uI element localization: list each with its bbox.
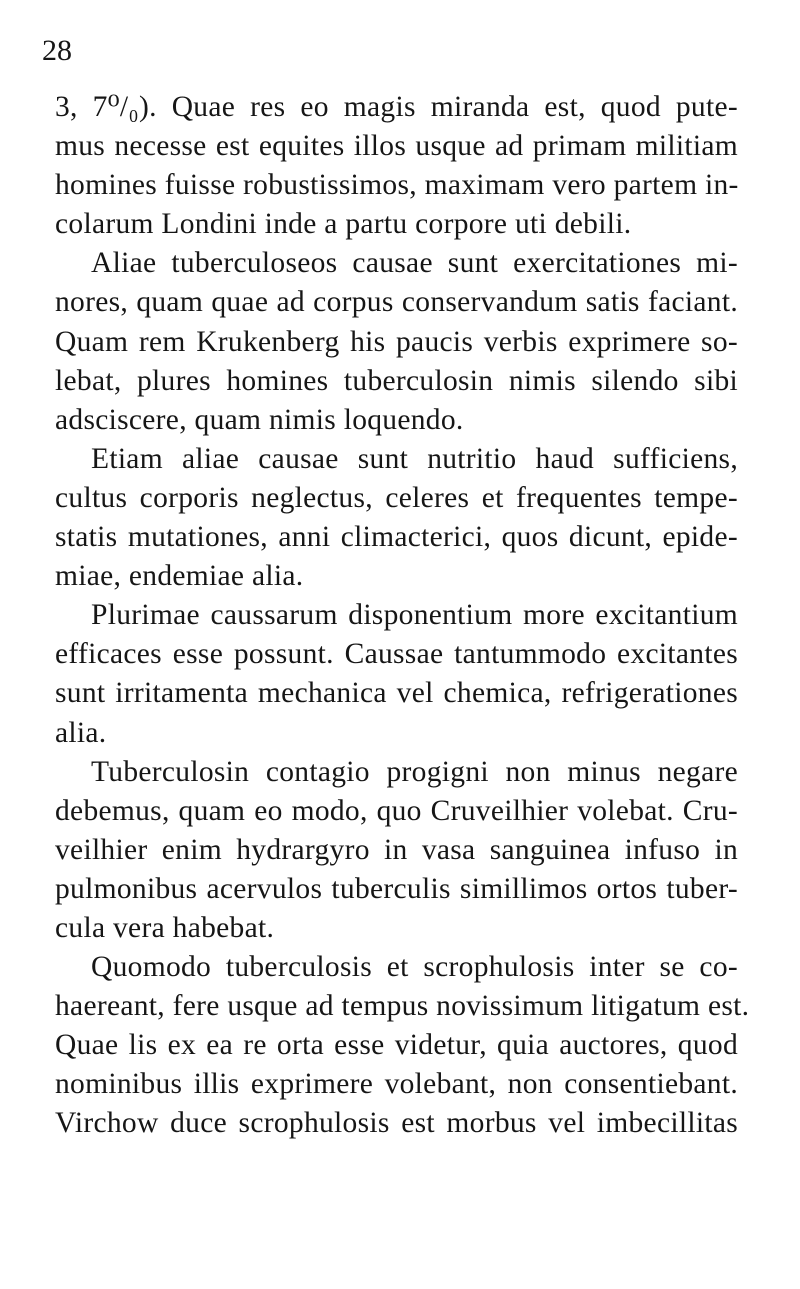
text-line: Quae lis ex ea re orta esse videtur, quia auctores, quod bbox=[55, 1029, 738, 1062]
text-line: Aliae tuberculoseos causae sunt exercitationes mi- bbox=[91, 247, 738, 280]
text-line: sunt irritamenta mechanica vel chemica, refrigerationes bbox=[55, 677, 738, 710]
text-line: haereant, fere usque ad tempus novissimum litigatum est. bbox=[55, 990, 750, 1023]
text-line: debemus, quam eo modo, quo Cruveilhier volebat. Cru- bbox=[55, 794, 738, 827]
body-text bbox=[55, 88, 750, 1144]
text-line: nominibus illis exprimere volebant, non consentiebant. bbox=[55, 1068, 738, 1101]
text-line: adsciscere, quam nimis loquendo. bbox=[55, 403, 464, 436]
text-line: colarum Londini inde a partu corpore uti debili. bbox=[55, 208, 632, 241]
text-line: cula vera habebat. bbox=[55, 911, 275, 944]
text-line: Quomodo tuberculosis et scrophulosis inter se co- bbox=[91, 951, 738, 984]
page-number: 28 bbox=[42, 34, 72, 67]
text-line: cultus corporis neglectus, celeres et frequentes tempe- bbox=[55, 481, 738, 514]
text-line: Plurimae caussarum disponentium more excitantium bbox=[91, 599, 738, 632]
text-line: Tuberculosin contagio progigni non minus negare bbox=[91, 755, 738, 788]
text-line: mus necesse est equites illos usque ad primam militiam bbox=[55, 130, 738, 163]
text-line: miae, endemiae alia. bbox=[55, 560, 304, 593]
text-line: efficaces esse possunt. Caussae tantummodo excitantes bbox=[55, 638, 738, 671]
text-line: nores, quam quae ad corpus conservandum satis faciant. bbox=[55, 286, 738, 319]
text-line: 3, 7⁰/₀). Quae res eo magis miranda est, quod pute- bbox=[55, 91, 738, 123]
text-line: lebat, plures homines tuberculosin nimis silendo sibi bbox=[55, 364, 738, 397]
text-line: Etiam aliae causae sunt nutritio haud sufficiens, bbox=[91, 442, 738, 475]
text-line: alia. bbox=[55, 716, 107, 749]
text-line: pulmonibus acervulos tuberculis simillimos ortos tuber- bbox=[55, 872, 738, 905]
text-line: Virchow duce scrophulosis est morbus vel imbecillitas bbox=[55, 1107, 738, 1140]
text-line: Quam rem Krukenberg his paucis verbis exprimere so- bbox=[55, 325, 738, 358]
text-line: veilhier enim hydrargyro in vasa sanguinea infuso in bbox=[55, 833, 738, 866]
text-line: statis mutationes, anni climacterici, quos dicunt, epide- bbox=[55, 521, 738, 554]
text-line: homines fuisse robustissimos, maximam vero partem in- bbox=[55, 169, 739, 202]
